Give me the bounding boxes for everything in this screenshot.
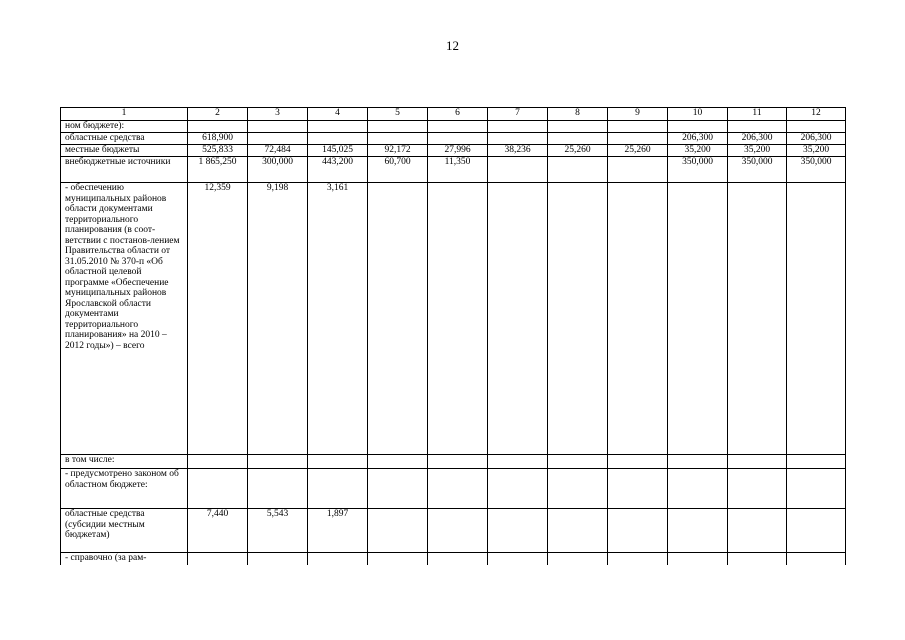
table-cell: 206,300 (728, 133, 787, 145)
table-cell: 350,000 (787, 157, 846, 183)
table-cell (488, 133, 548, 145)
table-cell: 1,897 (308, 509, 368, 553)
table-cell (368, 121, 428, 133)
row-label: в том числе: (61, 455, 188, 469)
table-cell: 350,000 (668, 157, 728, 183)
table-cell: 618,900 (188, 133, 248, 145)
table-cell (488, 509, 548, 553)
table-cell (308, 469, 368, 509)
table-cell (428, 455, 488, 469)
page-number: 12 (446, 38, 459, 53)
table-cell (308, 121, 368, 133)
table-cell (308, 133, 368, 145)
table-cell (608, 509, 668, 553)
row-label: ном бюджете): (61, 121, 188, 133)
table-cell: 11,350 (428, 157, 488, 183)
table-row (61, 455, 846, 469)
table-cell (787, 455, 846, 469)
row-label: областные средства (61, 133, 188, 145)
table-cell (548, 553, 608, 565)
table-cell (488, 553, 548, 565)
table-cell: 3,161 (308, 183, 368, 455)
table-row (61, 183, 846, 455)
table-cell (608, 121, 668, 133)
table-cell (608, 157, 668, 183)
table-cell (668, 469, 728, 509)
table-cell (428, 553, 488, 565)
table-cell (368, 455, 428, 469)
table-cell: 145,025 (308, 145, 368, 157)
table-cell (787, 553, 846, 565)
table-cell (728, 469, 787, 509)
table-cell: 206,300 (787, 133, 846, 145)
table-cell (728, 121, 787, 133)
table-cell (548, 455, 608, 469)
table-cell: 92,172 (368, 145, 428, 157)
table-cell: 35,200 (668, 145, 728, 157)
column-header: 4 (308, 108, 368, 121)
column-header: 8 (548, 108, 608, 121)
column-header: 7 (488, 108, 548, 121)
table-cell (368, 469, 428, 509)
table-cell (728, 455, 787, 469)
table-cell (428, 469, 488, 509)
table-cell (548, 121, 608, 133)
table-cell (428, 121, 488, 133)
table-cell (428, 183, 488, 455)
row-label: - предусмотрено законом об областном бюджете: (61, 469, 188, 509)
table-cell (188, 553, 248, 565)
row-label: внебюджетные источники (61, 157, 188, 183)
column-header: 10 (668, 108, 728, 121)
table-cell (548, 183, 608, 455)
table-row (61, 469, 846, 509)
column-header: 5 (368, 108, 428, 121)
table-cell: 350,000 (728, 157, 787, 183)
table-row (61, 133, 846, 145)
row-label: местные бюджеты (61, 145, 188, 157)
budget-table (60, 107, 846, 565)
table-cell: 300,000 (248, 157, 308, 183)
table-cell (608, 455, 668, 469)
table-cell: 27,996 (428, 145, 488, 157)
table-cell: 1 865,250 (188, 157, 248, 183)
table-cell: 5,543 (248, 509, 308, 553)
table-cell (668, 121, 728, 133)
table-cell (248, 133, 308, 145)
table-cell (668, 183, 728, 455)
row-label: - обеспечению муниципальных районов области документами территориального планирования (в соот-ветствии с постанов-лением Правительства области от 31.05.2010 № 370-п «Об областной целевой программе «Обеспечение муниципальных районов Ярославской области документами территориального планирования» на 2010 – 2012 годы») – всего (61, 183, 188, 455)
table-cell: 12,359 (188, 183, 248, 455)
table-cell (548, 157, 608, 183)
table-row (61, 509, 846, 553)
table-cell (608, 133, 668, 145)
column-header: 6 (428, 108, 488, 121)
table-cell (488, 157, 548, 183)
column-header: 1 (61, 108, 188, 121)
table-cell: 443,200 (308, 157, 368, 183)
table-cell (188, 455, 248, 469)
column-header: 2 (188, 108, 248, 121)
row-label: - справочно (за рам- (61, 553, 188, 565)
table-cell (248, 469, 308, 509)
column-header: 3 (248, 108, 308, 121)
table-header-row (61, 108, 846, 121)
table-cell (308, 553, 368, 565)
table-cell: 25,260 (548, 145, 608, 157)
table-cell (548, 509, 608, 553)
table-cell (308, 455, 368, 469)
table-cell (188, 469, 248, 509)
table-cell (728, 553, 787, 565)
table-cell (608, 469, 668, 509)
table-cell (488, 121, 548, 133)
column-header: 11 (728, 108, 787, 121)
table-cell: 25,260 (608, 145, 668, 157)
table-cell (368, 509, 428, 553)
table-cell (787, 121, 846, 133)
table-cell (668, 455, 728, 469)
table-row (61, 145, 846, 157)
table-cell (728, 509, 787, 553)
table-cell (428, 133, 488, 145)
table-cell (548, 469, 608, 509)
table-cell (548, 133, 608, 145)
table-cell: 38,236 (488, 145, 548, 157)
table-row (61, 553, 846, 565)
table-cell (787, 469, 846, 509)
table-cell (368, 183, 428, 455)
table-cell: 206,300 (668, 133, 728, 145)
table-cell (608, 183, 668, 455)
table-cell (488, 469, 548, 509)
table-cell: 35,200 (728, 145, 787, 157)
column-header: 12 (787, 108, 846, 121)
table-cell: 35,200 (787, 145, 846, 157)
table-row (61, 121, 846, 133)
table-cell: 72,484 (248, 145, 308, 157)
table-cell: 7,440 (188, 509, 248, 553)
table-cell (188, 121, 248, 133)
table-cell (787, 183, 846, 455)
table-cell (368, 133, 428, 145)
table-cell (728, 183, 787, 455)
table-cell (668, 553, 728, 565)
table-cell (608, 553, 668, 565)
table-cell (787, 509, 846, 553)
table-cell: 9,198 (248, 183, 308, 455)
table-cell: 525,833 (188, 145, 248, 157)
row-label: областные средства (субсидии местным бюджетам) (61, 509, 188, 553)
table-cell: 60,700 (368, 157, 428, 183)
table-cell (248, 455, 308, 469)
table-cell (488, 455, 548, 469)
column-header: 9 (608, 108, 668, 121)
table-cell (428, 509, 488, 553)
table-cell (248, 121, 308, 133)
table-cell (488, 183, 548, 455)
table-cell (368, 553, 428, 565)
table-row (61, 157, 846, 183)
table-cell (248, 553, 308, 565)
table-cell (668, 509, 728, 553)
